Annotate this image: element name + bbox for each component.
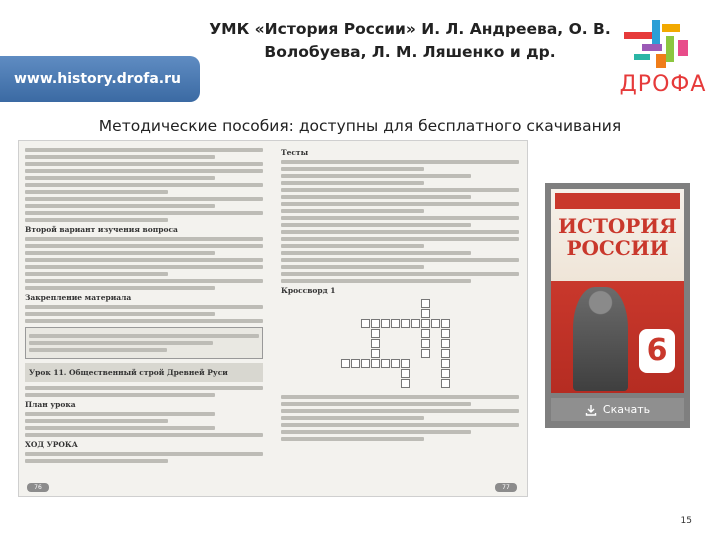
- left-heading-2: Закрепление материала: [25, 293, 132, 302]
- lesson-flow-heading: ХОД УРОКА: [25, 440, 78, 449]
- drofa-wordmark: [614, 72, 712, 97]
- plan-heading: План урока: [25, 400, 76, 409]
- right-page: [275, 141, 525, 497]
- left-page: [19, 141, 269, 497]
- statue-image: [573, 287, 628, 391]
- lesson-heading: Урок 11. Общественный строй Древней Руси: [29, 368, 228, 377]
- site-url[interactable]: www.history.drofa.ru: [14, 71, 181, 87]
- section-subtitle: Методические пособия: доступны для бесплатного скачивания: [98, 117, 622, 135]
- download-button[interactable]: [551, 398, 684, 421]
- grade-number: 6: [639, 329, 675, 373]
- lesson-title-bar: [25, 363, 263, 382]
- textbook-card[interactable]: [545, 183, 690, 428]
- logo-letters: ДРОФА: [619, 72, 707, 97]
- book-cover[interactable]: [551, 189, 684, 393]
- download-icon: [585, 404, 597, 416]
- left-page-number: 76: [27, 483, 49, 492]
- left-info-box: [25, 327, 263, 359]
- right-heading-2: Кроссворд 1: [281, 286, 336, 295]
- download-label[interactable]: Скачать: [602, 403, 651, 416]
- site-link-band[interactable]: [0, 56, 200, 102]
- left-heading-1: Второй вариант изучения вопроса: [25, 225, 178, 234]
- slide-number: 15: [680, 516, 692, 526]
- crossword-grid: [281, 299, 519, 391]
- cover-top-stripe: [555, 193, 680, 209]
- right-heading-1: Тесты: [281, 148, 309, 157]
- manual-spread-image: [18, 140, 528, 497]
- slide-title: УМК «История России» И. Л. Андреева, О. В. Волобуева, Л. М. Ляшенко и др.: [209, 20, 611, 61]
- cover-title: ИСТОРИЯ РОССИИ: [558, 214, 677, 260]
- right-page-number: 77: [495, 483, 517, 492]
